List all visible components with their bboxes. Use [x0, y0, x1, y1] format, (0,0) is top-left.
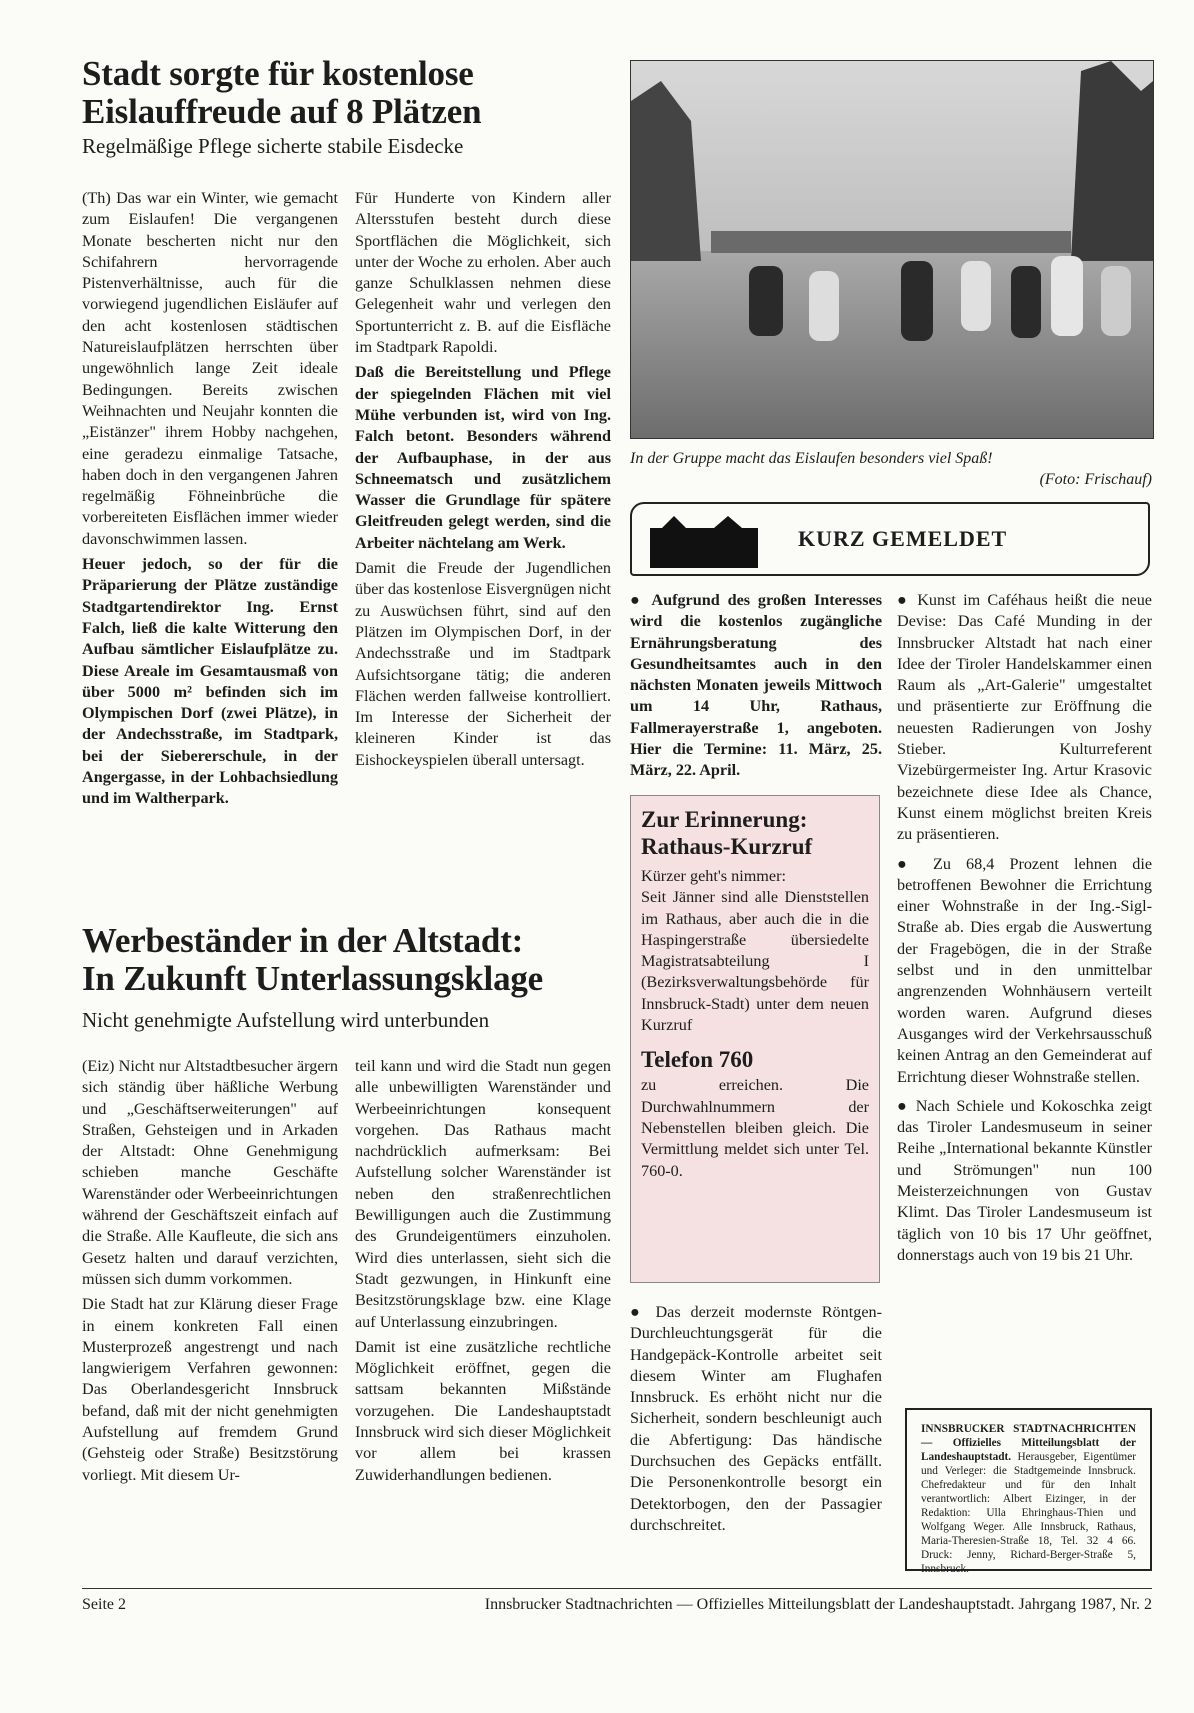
article1-column-1	[82, 188, 338, 814]
headline-line: Eislauffreude auf 8 Plätzen	[82, 92, 482, 131]
impressum-box	[905, 1408, 1152, 1575]
reminder-box	[630, 795, 880, 1283]
caption-text: In der Gruppe macht das Eislaufen besonders viel Spaß!	[630, 450, 993, 467]
publication-info: Innsbrucker Stadtnachrichten — Offizielles Mitteilungsblatt der Landeshauptstadt. Jahrgang 1987, Nr. 2	[484, 1596, 1152, 1613]
paragraph: Die Stadt hat zur Klärung dieser Frage in einem konkreten Fall einen Musterprozeß angestrengt und nach langwierigem Verfahren gewonnen: Das Oberlandesgericht Innsbruck befand, daß mit der nicht genehmigten Aufstellung auf fremdem Grund (Gehsteig oder Straße) Besitzstörung vorliegt. Mit diesem Ur-	[82, 1295, 338, 1484]
reminder-intro: Kürzer geht's nimmer:	[641, 867, 786, 885]
news-item: ● Kunst im Caféhaus heißt die neue Devise: Das Café Munding in der Innsbrucker Altstadt hat nach einer Idee der Tiroler Handelskammer einen Raum als „Art-Galerie" umgestaltet und präsentierte zur Eröffnung die neuesten Radierungen von Joshy Stieber. Kulturreferent Vizebürgermeister Ing. Artur Krasovic bezeichnete diese Idee als Chance, Kunst einem möglichst breiten Kreis zu präsentieren.	[897, 590, 1152, 846]
reminder-text: zu erreichen. Die Durchwahlnummern der Nebenstellen bleiben gleich. Die Vermittlung meldet sich unter Tel. 760-0.	[641, 1076, 869, 1180]
article2-column-1	[82, 1056, 338, 1490]
news-item: ● Nach Schiele und Kokoschka zeigt das Tiroler Landesmuseum in seiner Reihe „International bekannte Künstler und Strömungen" nun 100 Meisterzeichnungen von Gustav Klimt. Das Tiroler Landesmuseum ist täglich von 10 bis 17 Uhr geöffnet, donnerstags auch von 19 bis 21 Uhr.	[897, 1096, 1152, 1266]
reminder-phone: Telefon 760	[641, 1047, 754, 1073]
news-item: ● Aufgrund des großen Interesses wird die kostenlos zugängliche Ernährungsberatung des Gesundheitsamtes auch in den nächsten Monaten jeweils Mittwoch um 14 Uhr, Rathaus, Fallmerayerstraße 1, angeboten. Hier die Termine: 11. März, 25. März, 22. April.	[630, 590, 882, 782]
photo-caption	[630, 448, 1152, 490]
page-number: Seite 2	[82, 1596, 126, 1613]
news-item: ● Zu 68,4 Prozent lehnen die betroffenen Bewohner die Errichtung einer Wohnstraße in der Ing.-Sigl-Straße ab. Dies ergab die Auswertung der Fragebögen, die in der Straße selbst und in den unmittelbar angrenzenden Wohnhäusern verteilt worden waren. Aufgrund dieses Ausganges wird der Verkehrsausschuß keinen Antrag an den Gemeinderat auf Errichtung dieser Wohnstraße stellen.	[897, 854, 1152, 1088]
reminder-title: Rathaus-Kurzruf	[641, 834, 813, 859]
article1-headline	[82, 55, 481, 131]
kurz-column-4	[897, 590, 1152, 1270]
reminder-text: Seit Jänner sind alle Dienststellen im Rathaus, aber auch die in die Haspingerstraße übersiedelte Magistratsabteilung I (Bezirksverwaltungsbehörde für Innsbruck-Stadt) unter dem neuen Kurzruf	[641, 888, 869, 1035]
paragraph: Damit ist eine zusätzliche rechtliche Möglichkeit eröffnet, gegen die sattsam bekannten Mißstände vorzugehen. Die Landeshauptstadt Innsbruck wird sich dieser Möglichkeit vor allem bei krassen Zuwiderhandlungen bedienen.	[355, 1337, 611, 1484]
footer-divider	[82, 1588, 1152, 1589]
photo-credit: (Foto: Frischauf)	[1039, 471, 1152, 488]
headline-line: Stadt sorgte für kostenlose	[82, 54, 474, 93]
kurz-column-3-top	[630, 590, 882, 786]
reminder-title: Zur Erinnerung:	[641, 807, 808, 832]
news-item: ● Das derzeit modernste Röntgen-Durchleuchtungsgerät für die Handgepäck-Kontrolle arbeitet seit diesem Winter am Flughafen Innsbruck. Es erhöht nicht nur die Sicherheit, sondern beschleunigt auch die Abfertigung: Das händische Durchsuchen des Gepäcks entfällt. Die Personenkontrolle besorgt ein Detektorbogen, den der Passagier durchschreitet.	[630, 1302, 882, 1536]
paragraph: Daß die Bereitstellung und Pflege der spiegelnden Flächen mit viel Mühe verbunden ist, wird von Ing. Falch betont. Besonders während der Aufbauphase, in der aus Schneematsch und zusätzlichem Wasser die Grundlage für spätere Gleitfreuden gelegt werden, sind die Arbeiter nächtelang am Werk.	[355, 363, 611, 552]
paragraph: Heuer jedoch, so der für die Präparierung der Plätze zuständige Stadtgartendirektor Ing. Ernst Falch, ließ die kalte Witterung den Aufbau sämtlicher Eislaufplätze zu. Diese Areale im Gesamtausmaß von über 5000 m² befinden sich im Olympischen Dorf (zwei Plätze), in der Andechsstraße, im Stadtpark, bei der Siebererschule, in der Angergasse, in der Lohbachsiedlung und im Waltherpark.	[82, 555, 338, 808]
photo-ice-skating-children	[630, 60, 1154, 439]
article2-headline	[82, 922, 543, 998]
headline-line: Werbeständer in der Altstadt:	[82, 921, 524, 960]
castle-icon	[650, 512, 758, 568]
impressum-title: INNSBRUCKER STADTNACHRICHTEN — Offizielles Mitteilungsblatt der Landeshauptstadt.	[921, 1423, 1136, 1463]
paragraph: Damit die Freude der Jugendlichen über das kostenlose Eisvergnügen nicht zu Auswüchsen führt, sind auf den Plätzen im Olympischen Dorf, in der Andechsstraße und im Stadtpark Aufsichtsorgane tätig; die anderen Flächen werden fallweise kontrolliert. Im Interesse der Sicherheit der kleineren Kinder ist das Eishockeyspielen überall untersagt.	[355, 559, 611, 769]
paragraph: (Eiz) Nicht nur Altstadtbesucher ärgern sich ständig über häßliche Werbung und „Geschäftserweiterungen" auf Straßen, Gehsteigen und in Arkaden der Altstadt: Ohne Genehmigung schieben manche Geschäfte Warenständer oder Werbeeinrichtungen während der Geschäftszeit einfach auf die Straße. Alle Kaufleute, die sich ans Gesetz halten und darauf verzichten, müssen sich dumm vorkommen.	[82, 1057, 338, 1288]
impressum-text: Herausgeber, Eigentümer und Verleger: die Stadtgemeinde Innsbruck. Chefredakteur und für den Inhalt verantwortlich: Albert Eizinger, in der Redaktion: Ulla Ehringhaus-Thien und Wolfgang Weger. Alle Innsbruck, Rathaus, Maria-Theresien-Straße 18, Tel. 32 4 66. Druck: Jenny, Richard-Berger-Straße 5, Innsbruck.	[921, 1451, 1136, 1575]
paragraph: (Th) Das war ein Winter, wie gemacht zum Eislaufen! Die vergangenen Monate bescherten nicht nur den Schifahrern hervorragende Pistenverhältnisse, auch für die vorwiegend jugendlichen Eisläufer auf den acht kostenlosen städtischen Natureislaufplätzen herrschten über ungewöhnlich lange Zeit ideale Bedingungen. Bereits zwischen Weihnachten und Neujahr konnten die „Eistänzer" ihrem Hobby nachgehen, eine geradezu einmalige Tatsache, haben doch in den vergangenen Jahren regelmäßig Föhneinbrüche die vorbereiteten Eisflächen immer wieder davonschwimmen lassen.	[82, 189, 338, 548]
headline-line: In Zukunft Unterlassungsklage	[82, 959, 544, 998]
article1-column-2	[355, 188, 611, 775]
kurz-gemeldet-header	[630, 502, 1150, 576]
paragraph: teil kann und wird die Stadt nun gegen alle unbewilligten Warenständer und Werbeeinrichtungen konsequent vorgehen. Das Rathaus macht nachdrücklich aufmerksam: Bei Aufstellung solcher Warenständer ist neben den straßenrechtlichen Bewilligungen auch die Zustimmung des Grundeigentümers einzuholen. Wird dies unterlassen, sieht sich die Stadt gezwungen, in Hinkunft eine Besitzstörungsklage bzw. eine Klage auf Unterlassung einzubringen.	[355, 1057, 611, 1331]
article1-subhead: Regelmäßige Pflege sicherte stabile Eisdecke	[82, 134, 464, 158]
article2-subhead: Nicht genehmigte Aufstellung wird unterbunden	[82, 1008, 490, 1032]
paragraph: Für Hunderte von Kindern aller Altersstufen besteht durch diese Sportflächen die Möglichkeit, sich unter der Woche zu erholen. Aber auch ganze Schulklassen nehmen diese Gelegenheit wahr und verlegen den Sportunterricht z. B. auf die Eisfläche im Stadtpark Rapoldi.	[355, 189, 611, 357]
kurz-column-3-bottom	[630, 1302, 882, 1540]
kurz-gemeldet-title: KURZ GEMELDET	[798, 526, 1008, 551]
article2-column-2	[355, 1056, 611, 1490]
